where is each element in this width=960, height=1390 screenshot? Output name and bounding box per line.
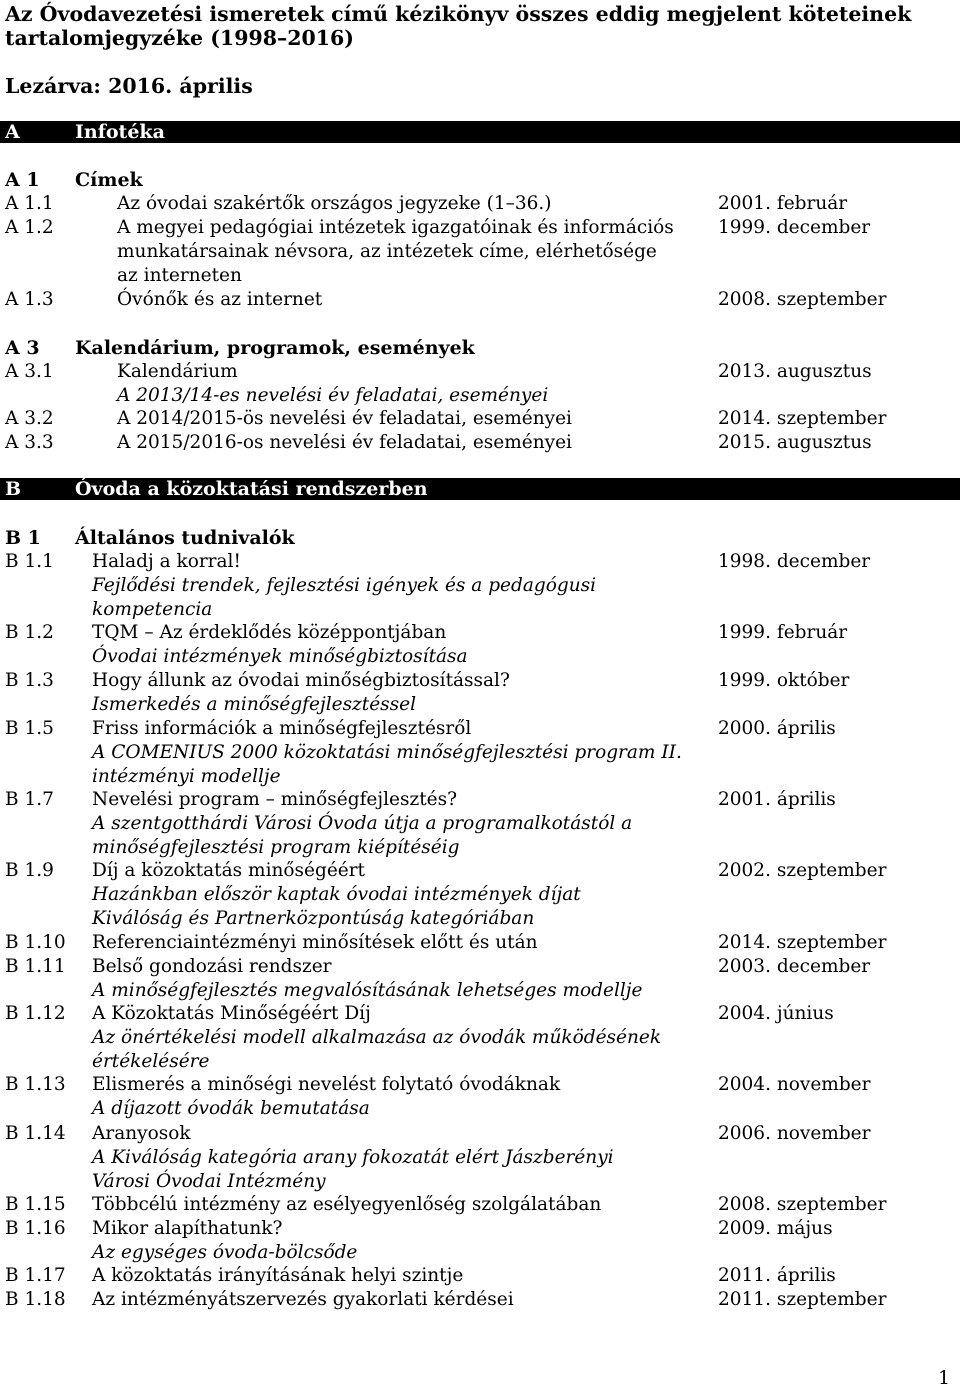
section-code: B [5,478,22,500]
entry-title: Óvónők és az internet [117,289,323,310]
entry-date: 2011. április [718,1265,836,1286]
entry-title: Haladj a korral! [92,551,241,572]
entry-subtitle: Az egységes óvoda-bölcsőde [92,1242,358,1263]
entry-code: B 1.9 [5,860,54,881]
entry-code: A 3.3 [5,432,54,453]
entry-date: 2003. december [718,956,871,977]
entry-code: B 1.11 [5,956,66,977]
entry-subtitle: Kiválóság és Partnerközpontúság kategóriában [92,908,535,929]
entry-subtitle: minőségfejlesztési program kiépítéséig [92,837,460,858]
entry-title: Belső gondozási rendszer [92,956,332,977]
subsection-title: Címek [75,169,143,191]
entry-subtitle: A 2013/14-es nevelési év feladatai, eseményei [117,385,549,406]
entry-date: 1998. december [718,551,871,572]
entry-date: 2004. június [718,1003,834,1024]
entry-subtitle: Városi Óvodai Intézmény [92,1171,326,1192]
entry-subtitle: Hazánkban először kaptak óvodai intézmények díjat [92,884,581,905]
entry-date: 2008. szeptember [718,1194,887,1215]
entry-date: 1999. október [718,670,850,691]
entry-title: Mikor alapíthatunk? [92,1218,283,1239]
section-title: Óvoda a közoktatási rendszerben [75,478,428,500]
entry-code: B 1.12 [5,1003,66,1024]
entry-code: B 1.14 [5,1123,66,1144]
entry-date: 2009. május [718,1218,833,1239]
entry-code: A 1.2 [5,217,54,238]
entry-title: Többcélú intézmény az esélyegyenlőség szolgálatában [92,1194,602,1215]
entry-title: Referenciaintézményi minősítések előtt és után [92,932,538,953]
document-title-line-1: Az Óvodavezetési ismeretek című kézikönyv összes eddig megjelent köteteinek [5,2,912,26]
entry-date: 2006. november [718,1123,871,1144]
entry-code: B 1.16 [5,1218,66,1239]
entry-subtitle: értékelésére [92,1051,210,1072]
entry-code: B 1.18 [5,1289,66,1310]
entry-code: A 1.3 [5,289,54,310]
entry-title: Díj a közoktatás minőségéért [92,860,365,881]
entry-subtitle: A díjazott óvodák bemutatása [92,1098,370,1119]
entry-date: 2014. szeptember [718,408,887,429]
section-header-a [0,121,960,143]
entry-subtitle: Óvodai intézmények minőségbiztosítása [92,646,468,667]
entry-date: 2011. szeptember [718,1289,887,1310]
subsection-title: Általános tudnivalók [75,527,295,549]
entry-title: Hogy állunk az óvodai minőségbiztosítással? [92,670,510,691]
entry-title: A 2014/2015-ös nevelési év feladatai, eseményei [117,408,572,429]
section-title: Infotéka [75,121,165,143]
entry-date: 2013. augusztus [718,361,872,382]
entry-title: Az óvodai szakértők országos jegyzeke (1–36.) [117,193,552,214]
closing-date: Lezárva: 2016. április [5,74,253,98]
entry-title: A közoktatás irányításának helyi szintje [92,1265,464,1286]
entry-title: A Közoktatás Minőségéért Díj [92,1003,371,1024]
entry-title: Az intézményátszervezés gyakorlati kérdései [92,1289,514,1310]
subsection-title: Kalendárium, programok, események [75,337,475,359]
entry-date: 2002. szeptember [718,860,887,881]
entry-title: Elismerés a minőségi nevelést folytató óvodáknak [92,1074,561,1095]
entry-subtitle: A COMENIUS 2000 közoktatási minőségfejlesztési program II. [92,742,682,763]
entry-date: 2001. február [718,193,848,214]
entry-title: Aranyosok [92,1123,191,1144]
entry-subtitle: intézményi modellje [92,766,281,787]
entry-date: 2014. szeptember [718,932,887,953]
entry-subtitle: A szentgotthárdi Városi Óvoda útja a programalkotástól a [92,813,633,834]
entry-title: A megyei pedagógiai intézetek igazgatóinak és információs [117,217,674,238]
entry-subtitle: munkatársainak névsora, az intézetek címe, elérhetősége [117,241,657,262]
entry-subtitle: kompetencia [92,599,213,620]
subsection-code: A 3 [5,337,40,359]
entry-code: B 1.1 [5,551,54,572]
entry-code: B 1.15 [5,1194,66,1215]
entry-date: 2001. április [718,789,836,810]
section-header-b [0,478,960,500]
entry-code: B 1.2 [5,622,54,643]
entry-subtitle: Az önértékelési modell alkalmazása az óvodák működésének [92,1027,662,1048]
entry-date: 1999. február [718,622,848,643]
entry-code: A 3.1 [5,361,54,382]
entry-date: 2000. április [718,718,836,739]
entry-subtitle: Ismerkedés a minőségfejlesztéssel [92,694,417,715]
entry-title: TQM – Az érdeklődés középpontjában [92,622,447,643]
page-number: 1 [938,1367,951,1389]
entry-date: 2004. november [718,1074,871,1095]
entry-code: B 1.3 [5,670,54,691]
entry-code: A 1.1 [5,193,54,214]
entry-code: B 1.7 [5,789,54,810]
entry-date: 2008. szeptember [718,289,887,310]
entry-code: A 3.2 [5,408,54,429]
subsection-code: B 1 [5,527,41,549]
entry-subtitle: Fejlődési trendek, fejlesztési igények és a pedagógusi [92,575,597,596]
section-code: A [5,121,20,143]
document-title-line-2: tartalomjegyzéke (1998–2016) [5,26,354,50]
entry-date: 1999. december [718,217,871,238]
entry-code: B 1.10 [5,932,66,953]
entry-code: B 1.17 [5,1265,66,1286]
entry-date: 2015. augusztus [718,432,872,453]
entry-subtitle: A Kiválóság kategória arany fokozatát elért Jászberényi [92,1147,614,1168]
subsection-code: A 1 [5,169,40,191]
entry-title: A 2015/2016-os nevelési év feladatai, eseményei [117,432,572,453]
entry-title: Friss információk a minőségfejlesztésről [92,718,472,739]
entry-title: Nevelési program – minőségfejlesztés? [92,789,458,810]
entry-title: Kalendárium [117,361,238,382]
entry-code: B 1.13 [5,1074,66,1095]
entry-code: B 1.5 [5,718,54,739]
entry-subtitle: az interneten [117,265,242,286]
entry-subtitle: A minőségfejlesztés megvalósításának lehetséges modellje [92,980,643,1001]
